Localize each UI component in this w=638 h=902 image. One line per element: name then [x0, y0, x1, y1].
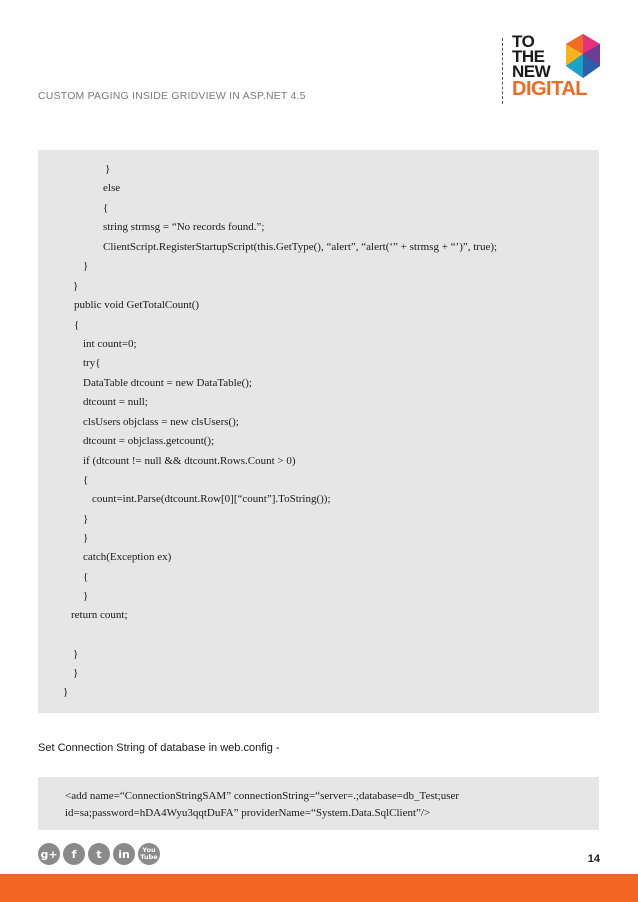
- header-divider: [502, 38, 503, 104]
- code-line: string strmsg = “No records found.”;: [103, 221, 265, 233]
- code-line: }: [73, 667, 79, 679]
- code-line: }: [63, 686, 69, 698]
- code-line: if (dtcount != null && dtcount.Rows.Count > 0): [83, 455, 296, 467]
- brand-logo: [512, 34, 604, 104]
- code-line: {: [103, 202, 109, 214]
- code-line: dtcount = objclass.getcount();: [83, 435, 215, 447]
- config-line: <add name=“ConnectionStringSAM” connectionString=“server=.;database=db_Test;user: [65, 790, 460, 802]
- code-line: catch(Exception ex): [83, 551, 172, 563]
- logo-wordmark: TO THE NEW DIGITAL: [512, 32, 588, 100]
- code-line: }: [83, 532, 89, 544]
- facebook-icon[interactable]: f: [63, 843, 85, 865]
- code-line: }: [73, 648, 79, 660]
- youtube-icon[interactable]: You Tube: [138, 843, 160, 865]
- code-line: dtcount = null;: [83, 396, 148, 408]
- config-code-block: [38, 777, 599, 830]
- code-line: clsUsers objclass = new clsUsers();: [83, 416, 239, 428]
- code-line: ClientScript.RegisterStartupScript(this.GetType(), “alert”, “alert(‘” + strmsg + “’)”, true);: [103, 241, 498, 253]
- code-line: else: [103, 182, 121, 194]
- social-icons: [38, 843, 160, 865]
- code-line: try{: [83, 357, 101, 369]
- code-line: {: [83, 571, 89, 583]
- google-plus-icon[interactable]: g+: [38, 843, 60, 865]
- code-line: {: [83, 474, 89, 486]
- footer-bar: [0, 874, 638, 902]
- code-line: {: [74, 319, 80, 331]
- code-line: }: [83, 260, 89, 272]
- code-line: count=int.Parse(dtcount.Row[0][“count”].ToString());: [92, 493, 331, 505]
- logo-gem-icon: [564, 34, 602, 78]
- code-block: [38, 150, 599, 713]
- code-line: }: [73, 280, 79, 292]
- code-line: }: [83, 590, 89, 602]
- linkedin-icon[interactable]: in: [113, 843, 135, 865]
- code-line: public void GetTotalCount(): [74, 299, 200, 311]
- config-line: id=sa;password=hDA4Wyu3qqtDuFA” providerName=“System.Data.SqlClient”/>: [65, 807, 431, 819]
- section-label: Set Connection String of database in web.config -: [38, 742, 280, 754]
- code-line: int count=0;: [83, 338, 137, 350]
- twitter-icon[interactable]: t: [88, 843, 110, 865]
- document-title: CUSTOM PAGING INSIDE GRIDVIEW IN ASP.NET 4.5: [38, 90, 306, 102]
- code-line: }: [105, 163, 111, 175]
- code-line: }: [83, 513, 89, 525]
- page-number: 14: [587, 853, 600, 865]
- code-line: DataTable dtcount = new DataTable();: [83, 377, 252, 389]
- code-line: return count;: [71, 609, 128, 621]
